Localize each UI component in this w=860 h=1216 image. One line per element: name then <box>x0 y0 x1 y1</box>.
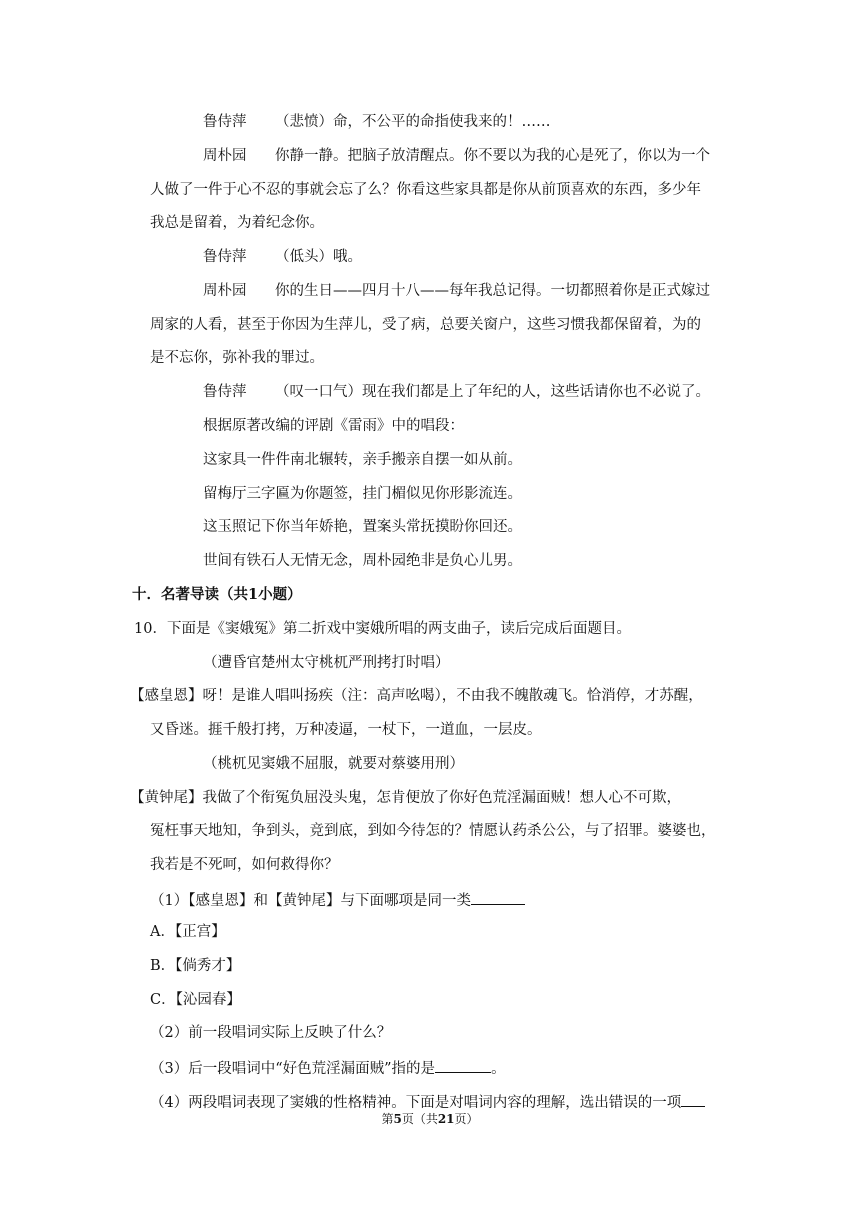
speaker-name: 鲁侍萍 <box>203 249 247 265</box>
drama-line-7: 周家的人看，甚至于你因为生萍儿，受了病，总要关窗户，这些习惯我都保留着，为的 <box>150 317 701 333</box>
drama-line-4: 我总是留着，为着纪念你。 <box>150 215 324 231</box>
footer-text: 第 <box>381 1112 394 1126</box>
footer-text: 页（共 <box>401 1112 438 1126</box>
option-c: C．【沁园春】 <box>150 992 241 1008</box>
sub-question-text: （3）后一段唱词中“好色荒淫漏面贼”指的是 <box>150 1061 436 1077</box>
question-stem: 10．下面是《窦娥冤》第二折戏中窦娥所唱的两支曲子，读后完成后面题目。 <box>134 621 631 637</box>
stage-direction: （桃杌见窦娥不屈服，就要对蔡婆用刑） <box>203 756 464 772</box>
sub-question-text: （1）【感皇恩】和【黄钟尾】与下面哪项是同一类 <box>150 893 471 909</box>
sub-question-4 <box>150 1091 705 1113</box>
song-line: 我若是不死呵，如何救得你？ <box>150 857 339 873</box>
dialogue-text: （低头）哦。 <box>275 249 362 265</box>
footer-text: 页） <box>454 1112 479 1126</box>
option-a: A．【正宫】 <box>150 924 226 940</box>
drama-line-9 <box>203 382 710 402</box>
speaker-name: 鲁侍萍 <box>203 384 247 400</box>
song-line: 又昏迷。捱千般打拷，万种凌逼，一杖下，一道血，一层皮。 <box>150 722 542 738</box>
option-b: B．【倘秀才】 <box>150 958 241 974</box>
song-line: 冤枉事天地知，争到头，竞到底，到如今待怎的？情愿认药杀公公，与了招罪。婆婆也， <box>150 823 716 839</box>
drama-line-3: 人做了一件于心不忍的事就会忘了么？你看这些家具都是你从前顶喜欢的东西，多少年 <box>150 182 701 198</box>
opera-intro: 根据原著改编的评剧《雷雨》中的唱段： <box>203 418 464 434</box>
drama-line-5 <box>203 247 362 267</box>
drama-line-2 <box>203 146 710 166</box>
drama-line-6 <box>203 281 710 301</box>
song-line: 【感皇恩】呀！是谁人唱叫扬疾（注：高声吆喝），不由我不魄散魂飞。恰消停，才苏醒， <box>130 688 703 704</box>
dialogue-text: 你的生日——四月十八——每年我总记得。一切都照着你是正式嫁过 <box>275 283 710 299</box>
sub-question-text: （4）两段唱词表现了窦娥的性格精神。下面是对唱词内容的理解，选出错误的一项 <box>150 1095 682 1111</box>
dialogue-text: 你静一静。把脑子放清醒点。你不要以为我的心是死了，你以为一个 <box>275 148 710 164</box>
stage-direction: （遭昏官楚州太守桃杌严刑拷打时唱） <box>203 655 450 671</box>
song-line: 【黄钟尾】我做了个衔冤负屈没头鬼，怎肯便放了你好色荒淫漏面贼！想人心不可欺， <box>130 790 681 806</box>
drama-line-8: 是不忘你，弥补我的罪过。 <box>150 350 324 366</box>
speaker-name: 周朴园 <box>203 148 247 164</box>
answer-blank[interactable] <box>471 889 525 905</box>
sub-question-1 <box>150 889 525 911</box>
answer-blank[interactable] <box>681 1091 705 1107</box>
dialogue-text: （叹一口气）现在我们都是上了年纪的人，这些话请你也不必说了。 <box>275 384 710 400</box>
drama-line-1 <box>203 112 551 132</box>
page-total: 21 <box>437 1112 455 1126</box>
page-number: 5 <box>393 1112 402 1126</box>
sub-question-3 <box>150 1057 506 1079</box>
opera-line: 留梅厅三字匾为你题签，挂门楣似见你形影流连。 <box>203 486 522 502</box>
dialogue-text: （悲愤）命，不公平的命指使我来的！…… <box>275 114 551 130</box>
sub-question-end: 。 <box>491 1061 506 1077</box>
speaker-name: 鲁侍萍 <box>203 114 247 130</box>
opera-line: 这家具一件件南北辗转，亲手搬亲自摆一如从前。 <box>203 452 522 468</box>
opera-line: 世间有铁石人无情无念，周朴园绝非是负心儿男。 <box>203 553 522 569</box>
section-title: 十．名著导读（共1小题） <box>132 586 302 603</box>
sub-question-2: （2）前一段唱词实际上反映了什么？ <box>150 1025 392 1041</box>
answer-blank[interactable] <box>435 1057 491 1073</box>
opera-line: 这玉照记下你当年娇艳，置案头常抚摸盼你回还。 <box>203 519 522 535</box>
page-footer <box>0 1111 860 1127</box>
speaker-name: 周朴园 <box>203 283 247 299</box>
